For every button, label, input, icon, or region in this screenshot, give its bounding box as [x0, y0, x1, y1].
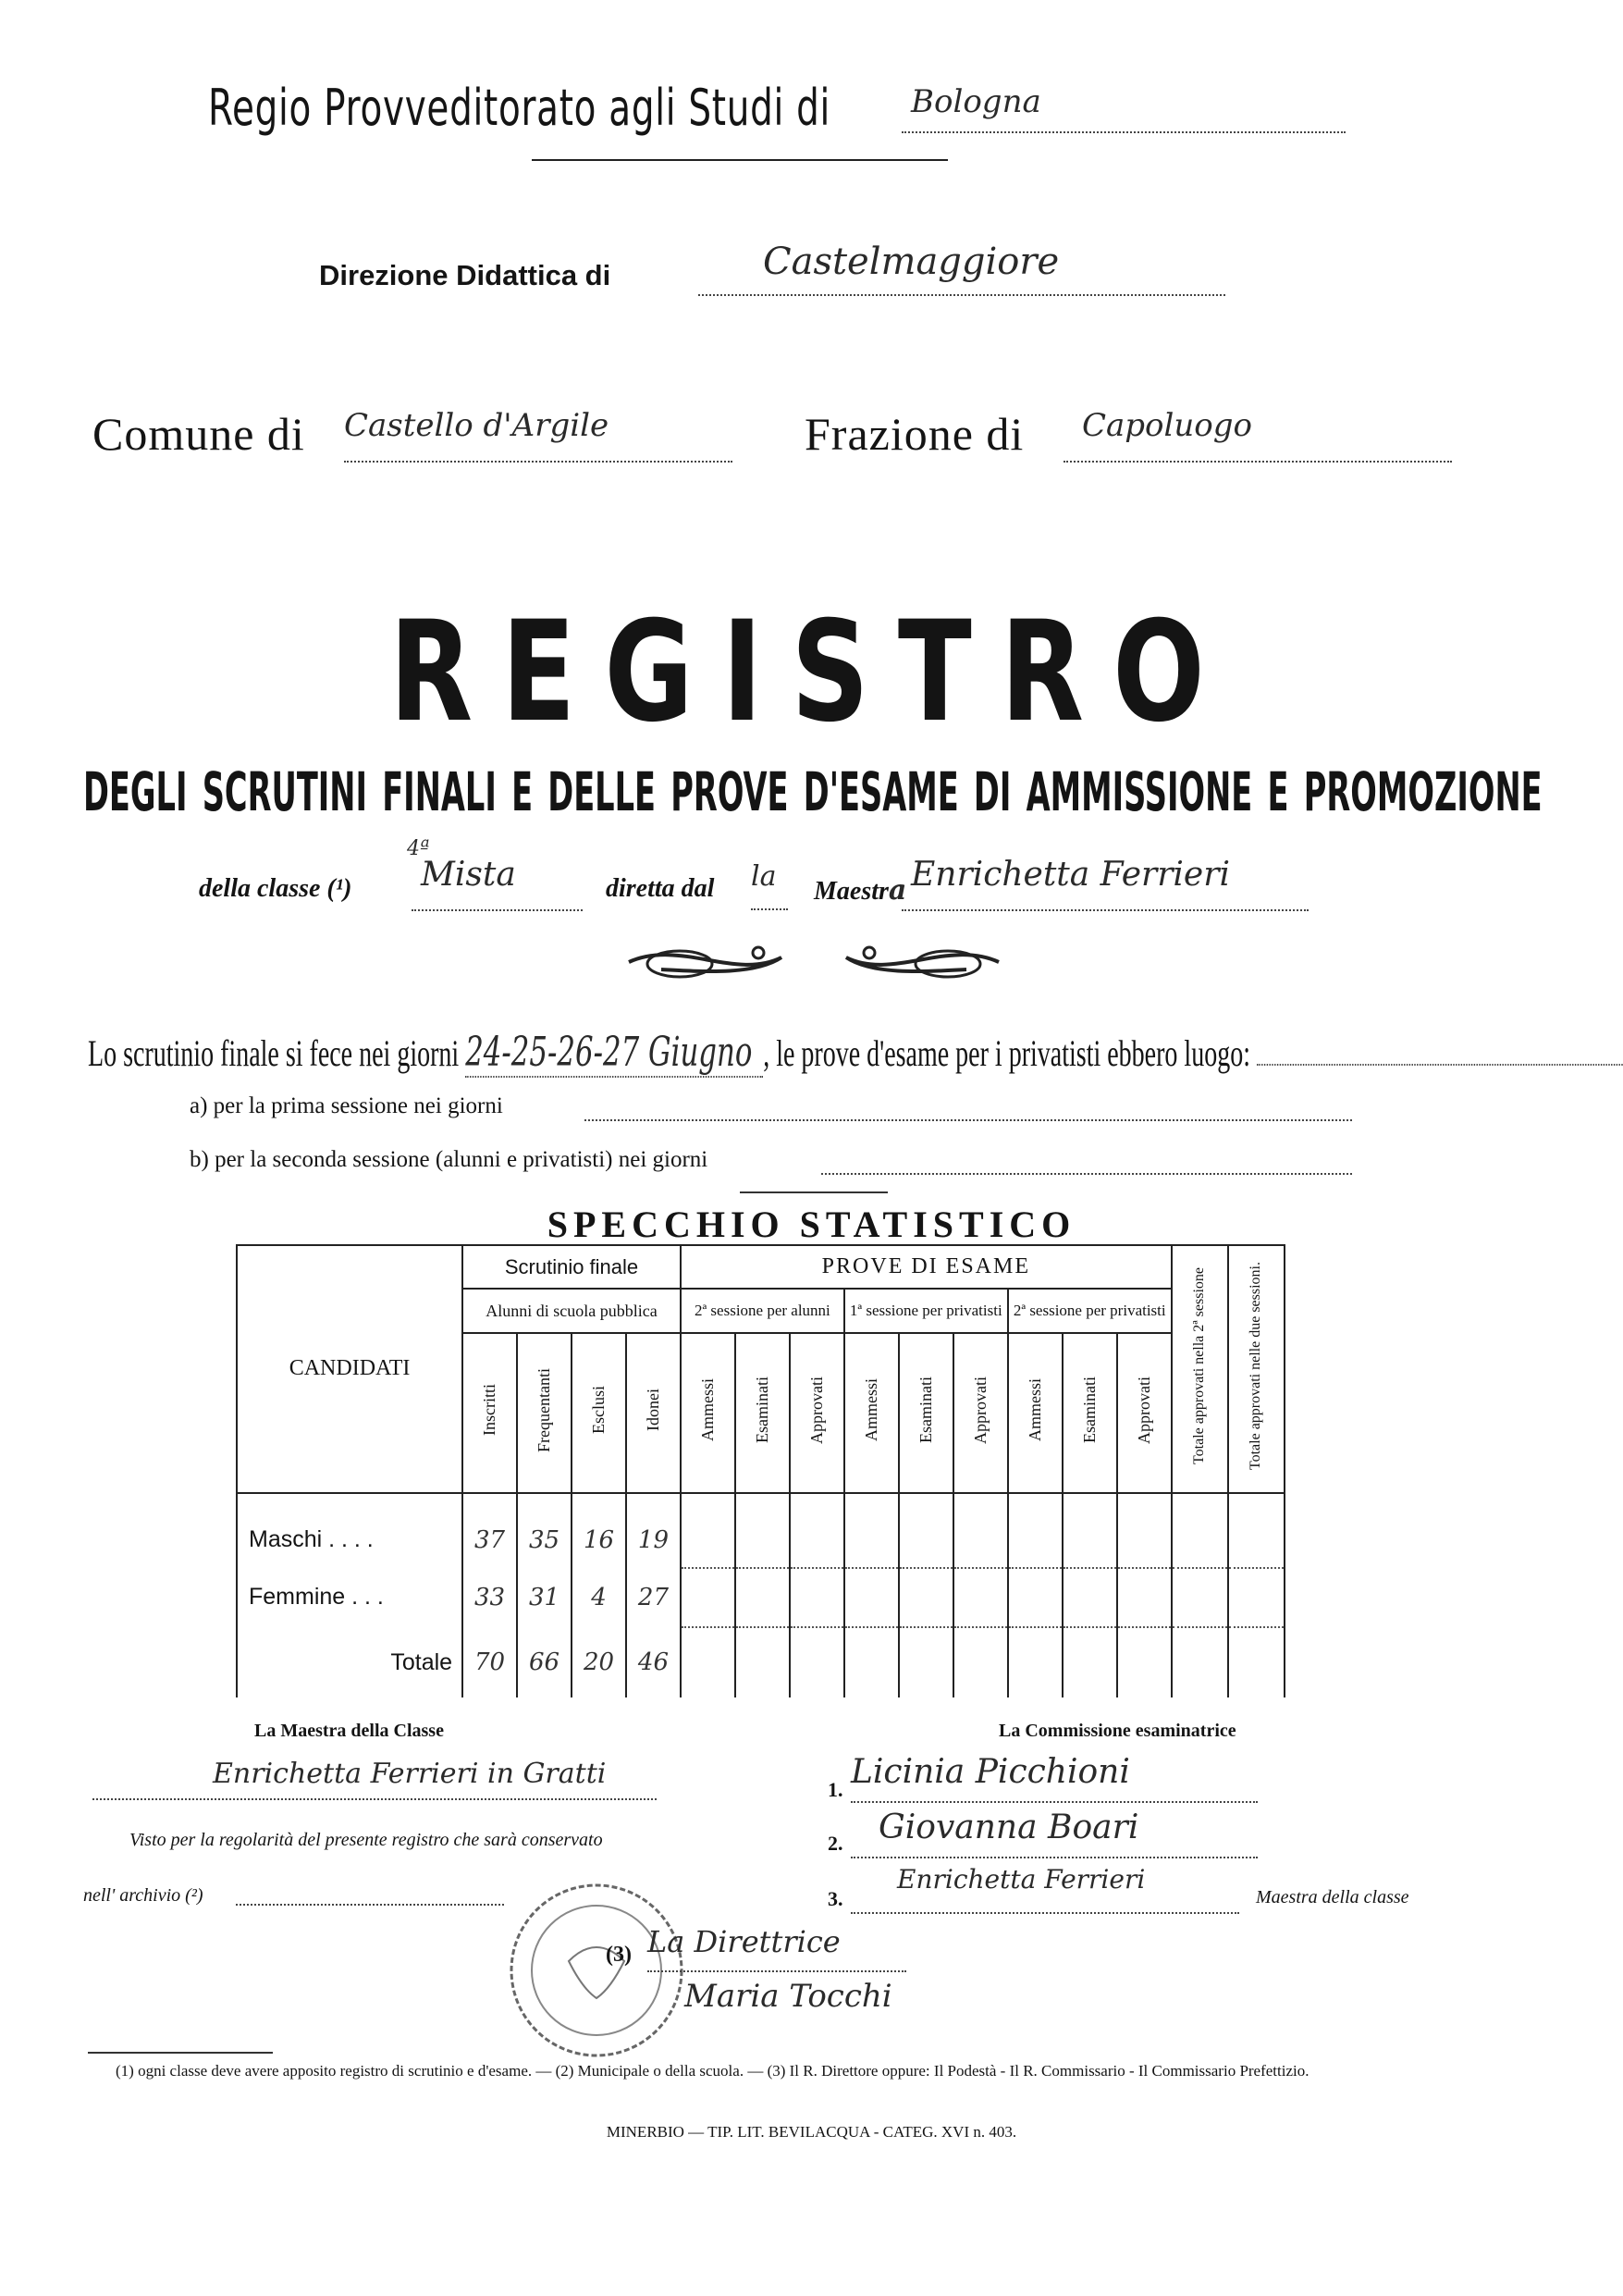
col-esaminati-text: Esaminati	[752, 1376, 771, 1444]
col-approvati	[790, 1333, 844, 1493]
sess2-privatisti-header: 2ª sessione per privatisti	[1008, 1289, 1172, 1332]
direttrice-signature-field	[657, 1978, 916, 2024]
col-inscritti-text: Inscritti	[480, 1384, 499, 1437]
ornament-divider	[624, 934, 1003, 985]
row-label-femmine: Femmine . . .	[237, 1568, 462, 1628]
header-rule	[532, 159, 948, 161]
specchio-title: SPECCHIO STATISTICO	[547, 1204, 1076, 1245]
prove-esame-header: PROVE DI ESAME	[681, 1245, 1172, 1289]
printer-imprint: MINERBIO — TIP. LIT. BEVILACQUA - CATEG. XVI n. 403.	[606, 2123, 1017, 2141]
commissione-signature-field-1	[851, 1753, 1258, 1803]
table-cell: 4	[572, 1568, 626, 1628]
maestra-field	[902, 856, 1309, 911]
table-row	[237, 1627, 1285, 1697]
register-subtitle: DEGLI SCRUTINI FINALI E DELLE PROVE D'ESAME DI AMMISSIONE E PROMOZIONE	[83, 760, 1543, 823]
maestra-signature-field	[92, 1758, 657, 1800]
scrutinio-giorni: 24-25-26-27 Giugno	[465, 1029, 763, 1078]
col-ammessi-text: Ammessi	[697, 1378, 717, 1442]
table-cell: 19	[626, 1512, 681, 1567]
classe-value: Mista	[421, 856, 516, 894]
col-frequentanti	[517, 1333, 572, 1493]
col-inscritti	[462, 1333, 517, 1493]
col-idonei	[626, 1333, 681, 1493]
maestra-signature: Enrichetta Ferrieri in Gratti	[213, 1758, 607, 1790]
table-row	[237, 1512, 1285, 1567]
table-cell: 27	[626, 1568, 681, 1628]
spacer-cell	[237, 1493, 462, 1513]
maestra-value: Enrichetta Ferrieri	[911, 856, 1230, 894]
commissione-number-3: 3.	[828, 1887, 843, 1910]
table-cell: 46	[626, 1627, 681, 1697]
visto-text: Visto per la regolarità del presente registro che sarà conservato	[129, 1830, 603, 1850]
table-cell: 66	[517, 1627, 572, 1697]
col-ammessi-text: Ammessi	[1025, 1378, 1044, 1442]
table-cell: 31	[517, 1568, 572, 1628]
provveditorato-value: Bologna	[911, 83, 1041, 120]
archivio-label: nell' archivio (²)	[83, 1885, 203, 1906]
maestra-suffix: a	[888, 874, 907, 907]
specchio-table	[236, 1244, 1285, 1697]
totale-due-header	[1228, 1245, 1285, 1493]
direzione-value: Castelmaggiore	[763, 241, 1060, 283]
frazione-label: Frazione di	[805, 408, 1025, 460]
direttrice-field	[647, 1924, 906, 1972]
table-cell: 35	[517, 1512, 572, 1567]
scrutinio-sentence	[88, 1027, 1623, 1078]
direttrice-signature: Maria Tocchi	[684, 1978, 892, 2015]
col-approvati-text: Approvati	[970, 1376, 990, 1444]
privatisti-field	[1257, 1027, 1623, 1066]
table-cell: 33	[462, 1568, 517, 1628]
col-esclusi	[572, 1333, 626, 1493]
commissione-signature-2: Giovanna Boari	[879, 1808, 1139, 1846]
sessione-b-field	[821, 1145, 1352, 1175]
maestra-label-text: Maestr	[814, 877, 889, 906]
classe-grade: 4ª	[407, 837, 430, 860]
commissione-label: La Commissione esaminatrice	[999, 1721, 1236, 1741]
register-title: REGISTRO	[389, 592, 1234, 753]
footnote-text: (1) ogni classe deve avere apposito registro di scrutinio e d'esame. — (2) Municipale o della scuola. — (3) Il R. Direttore oppure: Il Podestà - Il R. Commissario - Il Commissario Prefettizio.	[116, 2062, 1309, 2080]
col-ammessi	[681, 1333, 735, 1493]
comune-label: Comune di	[92, 408, 305, 460]
comune-value: Castello d'Argile	[344, 407, 609, 444]
table-cell: 37	[462, 1512, 517, 1567]
maestra-label	[814, 874, 906, 907]
frazione-field	[1064, 407, 1452, 463]
archivio-field	[236, 1878, 504, 1906]
col-frequentanti-text: Frequentanti	[535, 1367, 554, 1452]
col-approvati-text: Approvati	[1134, 1376, 1153, 1444]
table-cell: 70	[462, 1627, 517, 1697]
col-esaminati	[735, 1333, 790, 1493]
frazione-value: Capoluogo	[1082, 407, 1252, 444]
scrutinio-finale-header: Scrutinio finale	[462, 1245, 681, 1289]
candidati-header: CANDIDATI	[237, 1245, 462, 1493]
col-esaminati-text: Esaminati	[916, 1376, 935, 1444]
classe-label: della classe (¹)	[199, 874, 352, 903]
stamp-footnote-ref: (3)	[606, 1943, 632, 1967]
sessione-a-label: a) per la prima sessione nei giorni	[190, 1093, 503, 1118]
table-row	[237, 1568, 1285, 1628]
direzione-field	[698, 241, 1225, 296]
sess2-alunni-header: 2ª sessione per alunni	[681, 1289, 844, 1332]
sessione-a-field	[584, 1092, 1352, 1121]
dal-field	[751, 860, 788, 910]
col-idonei-text: Idonei	[643, 1389, 662, 1432]
provveditorato-heading: Regio Provveditorato agli Studi di	[208, 79, 830, 137]
col-approvati-text: Approvati	[806, 1376, 826, 1444]
col-ammessi-text: Ammessi	[861, 1378, 880, 1442]
direttrice-title: La Direttrice	[647, 1924, 841, 1959]
col-esaminati	[899, 1333, 953, 1493]
col-esaminati-text: Esaminati	[1079, 1376, 1099, 1444]
maestra-classe-right-label: Maestra della classe	[1256, 1887, 1409, 1907]
col-approvati	[1117, 1333, 1172, 1493]
scrutinio-text-start: Lo scrutinio finale si fece nei giorni	[88, 1032, 460, 1074]
col-approvati	[953, 1333, 1008, 1493]
row-label-maschi: Maschi . . . .	[237, 1512, 462, 1567]
col-esaminati	[1063, 1333, 1117, 1493]
col-ammessi	[1008, 1333, 1063, 1493]
section-rule	[740, 1191, 888, 1193]
sess1-privatisti-header: 1ª sessione per privatisti	[844, 1289, 1008, 1332]
scrutinio-text-end: , le prove d'esame per i privatisti ebbero luogo:	[763, 1032, 1250, 1074]
row-label-totale: Totale	[237, 1627, 462, 1697]
col-ammessi	[844, 1333, 899, 1493]
table-cell: 16	[572, 1512, 626, 1567]
commissione-signature-1: Licinia Picchioni	[851, 1753, 1130, 1791]
dal-value: la	[751, 860, 777, 893]
direzione-label: Direzione Didattica di	[319, 259, 611, 291]
classe-field	[407, 837, 583, 911]
col-esclusi-text: Esclusi	[588, 1386, 608, 1435]
diretta-label: diretta dal	[606, 874, 715, 903]
footnote-rule	[88, 2052, 273, 2054]
maestra-classe-label: La Maestra della Classe	[254, 1721, 444, 1741]
provveditorato-field	[902, 83, 1346, 133]
totale-due-text: Totale approvati nelle due sessioni.	[1248, 1262, 1264, 1471]
comune-field	[344, 407, 732, 463]
commissione-signature-field-2	[851, 1808, 1258, 1858]
commissione-number-2: 2.	[828, 1832, 843, 1855]
alunni-pubblica-header: Alunni di scuola pubblica	[462, 1289, 681, 1332]
totale-2-header	[1172, 1245, 1228, 1493]
commissione-signature-3: Enrichetta Ferrieri	[897, 1864, 1146, 1895]
totale-2-text: Totale approvati nella 2ª sessione	[1191, 1267, 1208, 1465]
sessione-b-label: b) per la seconda sessione (alunni e privatisti) nei giorni	[190, 1147, 708, 1172]
table-cell: 20	[572, 1627, 626, 1697]
commissione-number-1: 1.	[828, 1778, 843, 1801]
commissione-signature-field-3	[851, 1864, 1239, 1914]
